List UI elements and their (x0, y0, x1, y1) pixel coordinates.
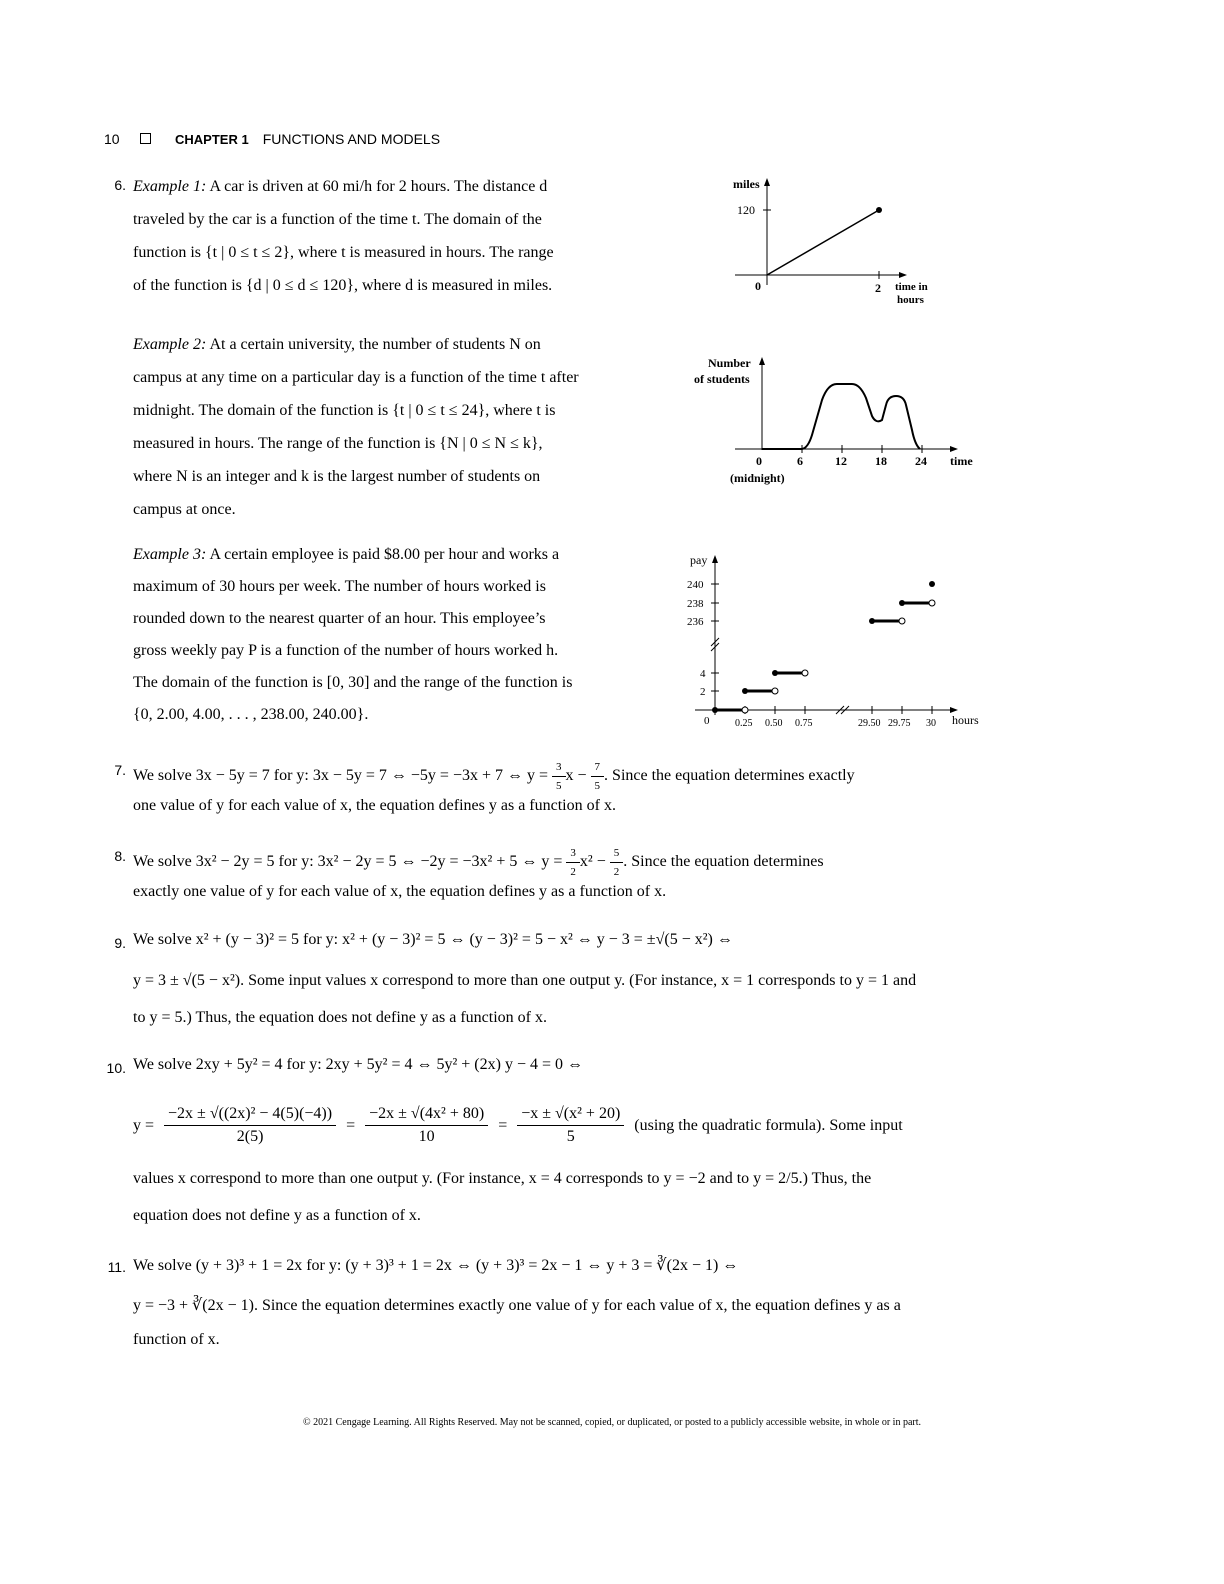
problem-10-line-3: values x correspond to more than one output y. (For instance, x = 4 corresponds to y = −2 and to y = 2/5.) Thus, the (133, 1170, 872, 1187)
text-line: measured in hours. The range of the function is {N | 0 ≤ N ≤ k}, (133, 435, 543, 452)
fraction (164, 1103, 336, 1148)
equation-text: We solve 3x − 5y = 7 for y: 3x − 5y = 7 ⇔ −5y = −3x + 7 ⇔ y = (133, 767, 553, 785)
numerator: 7 (591, 758, 605, 777)
problem-8-line-2: exactly one value of y for each value of x, the equation defines y as a function of x. (133, 883, 667, 900)
equals-sign: = (498, 1116, 508, 1134)
text-line: where N is an integer and k is the largest number of students on (133, 468, 541, 485)
y-axis-label-2: of students (694, 372, 750, 386)
axis-breaks (711, 638, 849, 714)
problem-9-line-1: We solve x² + (y − 3)² = 5 for y: x² + (y − 3)² = 5 ⇔ (y − 3)² = 5 − x² ⇔ y − 3 = ±√(5 − x²) ⇔ (133, 931, 733, 948)
equals-sign: = (346, 1116, 356, 1134)
data-curve (762, 384, 920, 449)
example-2-text (133, 328, 663, 526)
problem-11-line-2: y = −3 + ∛(2x − 1). Since the equation determines exactly one value of y for each value of x, the equation defines y as a (133, 1297, 901, 1314)
y-tick-label: 4 (700, 668, 706, 680)
x-arrow (899, 272, 907, 278)
y-tick-label: 240 (687, 579, 704, 591)
x-tick-label: 18 (875, 454, 887, 468)
x-tick-label: 0.25 (735, 718, 753, 729)
x-tick-label: 0 (756, 454, 762, 468)
x-tick-label: 24 (915, 454, 927, 468)
y-tick-label: 236 (687, 616, 704, 628)
fraction (591, 758, 605, 795)
y-arrow (759, 357, 765, 365)
open-point (802, 670, 808, 676)
x-axis-label-2: hours (897, 294, 924, 306)
x-axis-label: time in (895, 281, 928, 293)
closed-point (899, 600, 905, 606)
closed-point (742, 688, 748, 694)
problem-number: 6. (114, 177, 126, 193)
text-line: At a certain university, the number of students N on (209, 336, 541, 353)
equation-text: x² − (579, 853, 610, 871)
text-line: of the function is {d | 0 ≤ d ≤ 120}, where d is measured in miles. (133, 277, 553, 294)
problem-11-line-1: We solve (y + 3)³ + 1 = 2x for y: (y + 3)³ + 1 = 2x ⇔ (y + 3)³ = 2x − 1 ⇔ y + 3 = ∛(2x − 1) ⇔ (133, 1257, 739, 1274)
problem-7-line-1 (133, 758, 855, 795)
data-point (876, 207, 882, 213)
example-label: Example 3: (133, 546, 207, 563)
problem-number: 7. (114, 762, 126, 778)
text-line: function is {t | 0 ≤ t ≤ 2}, where t is measured in hours. The range (133, 244, 554, 261)
page-number: 10 (104, 131, 120, 147)
x-tick-label: 29.75 (888, 718, 911, 729)
denominator: 2 (613, 866, 620, 878)
x-tick-label: 6 (797, 454, 803, 468)
text-line: A certain employee is paid $8.00 per hour and works a (209, 546, 560, 563)
numerator: 3 (566, 844, 580, 863)
denominator: 5 (594, 780, 601, 792)
denominator: 5 (556, 780, 562, 792)
text-line: {0, 2.00, 4.00, . . . , 238.00, 240.00}. (133, 706, 369, 723)
numerator: 3 (552, 758, 566, 777)
equation-text: x − (565, 767, 591, 785)
problem-number: 11. (107, 1259, 126, 1275)
problem-number: 10. (106, 1060, 126, 1076)
pay-chart (680, 550, 990, 735)
numerator: −2x ± √((2x)² − 4(5)(−4)) (164, 1103, 336, 1126)
open-point (929, 600, 935, 606)
problem-number: 9. (114, 935, 126, 951)
denominator: 10 (418, 1128, 435, 1145)
x-axis-label: hours (952, 713, 979, 727)
y-axis-label: Number (708, 356, 751, 370)
page-header (104, 131, 440, 147)
y-tick-label: 238 (687, 598, 704, 610)
numerator: 5 (610, 844, 624, 863)
y-arrow (712, 555, 718, 563)
copyright-footer: © 2021 Cengage Learning. All Rights Reserved. May not be scanned, copied, or duplicated, or posted to a publicly accessible website, in whole or in part. (303, 1417, 921, 1428)
x-tick-label: 29.50 (858, 718, 881, 729)
y-axis-label: pay (690, 553, 708, 567)
text-line: gross weekly pay P is a function of the number of hours worked h. (133, 642, 559, 659)
fraction (517, 1103, 624, 1148)
fraction (566, 844, 580, 881)
x-arrow (950, 446, 958, 452)
problem-10-line-1: We solve 2xy + 5y² = 4 for y: 2xy + 5y² = 4 ⇔ 5y² + (2x) y − 4 = 0 ⇔ (133, 1056, 584, 1073)
text-line: The domain of the function is [0, 30] and the range of the function is (133, 674, 573, 691)
open-point (742, 707, 748, 713)
problem-9-line-3: to y = 5.) Thus, the equation does not define y as a function of x. (133, 1009, 547, 1026)
text-line: A car is driven at 60 mi/h for 2 hours. The distance d (209, 178, 548, 195)
x-tick-label: 0.50 (765, 718, 783, 729)
example-1-text (133, 170, 663, 302)
equation-text: We solve 3x² − 2y = 5 for y: 3x² − 2y = 5 ⇔ −2y = −3x² + 5 ⇔ y = (133, 853, 567, 871)
y-tick-label: 120 (737, 203, 755, 217)
example-label: Example 1: (133, 178, 207, 195)
equation-text: . Since the equation determines exactly (604, 767, 855, 785)
fraction (610, 844, 624, 881)
example-label: Example 2: (133, 336, 207, 353)
text-line: campus at once. (133, 501, 236, 518)
closed-point (869, 618, 875, 624)
square-icon (140, 133, 151, 144)
x-axis-label: time (950, 454, 973, 468)
open-point (899, 618, 905, 624)
equation-text: . Since the equation determines (623, 853, 824, 871)
data-line (767, 210, 879, 275)
equation-text: y = (133, 1116, 155, 1134)
closed-point (772, 670, 778, 676)
text-line: rounded down to the nearest quarter of an hour. This employee’s (133, 610, 546, 627)
problem-11-line-3: function of x. (133, 1331, 220, 1348)
problem-10-line-4: equation does not define y as a function of x. (133, 1207, 421, 1224)
denominator: 5 (566, 1128, 575, 1145)
chapter-title: FUNCTIONS AND MODELS (262, 131, 441, 147)
text-line: maximum of 30 hours per week. The number of hours worked is (133, 578, 546, 595)
fraction (365, 1103, 488, 1148)
text-line: traveled by the car is a function of the time t. The domain of the (133, 211, 542, 228)
x-tick-label: 0 (755, 279, 761, 293)
students-chart (690, 350, 990, 490)
problem-8-line-1 (133, 844, 824, 881)
y-tick-label: 2 (700, 686, 706, 698)
problem-7-line-2: one value of y for each value of x, the equation defines y as a function of x. (133, 797, 616, 814)
problem-number: 8. (114, 848, 126, 864)
x-tick-label: 12 (835, 454, 847, 468)
x-tick-label: 30 (926, 718, 936, 729)
equation-text: (using the quadratic formula). Some input (634, 1116, 903, 1134)
numerator: −2x ± √(4x² + 80) (365, 1103, 488, 1126)
x-tick-label: 2 (875, 281, 881, 295)
numerator: −x ± √(x² + 20) (517, 1103, 624, 1126)
chapter-label: CHAPTER 1 (175, 131, 249, 147)
text-line: campus at any time on a particular day is a function of the time t after (133, 369, 579, 386)
denominator: 2(5) (236, 1128, 264, 1145)
y-axis-label: miles (733, 177, 760, 191)
closed-point (712, 707, 718, 713)
closed-point (929, 581, 935, 587)
problem-10-formula (133, 1103, 903, 1148)
y-arrow (764, 178, 770, 186)
x-tick-label: 0.75 (795, 718, 813, 729)
x-note: (midnight) (730, 471, 785, 485)
text-line: midnight. The domain of the function is {t | 0 ≤ t ≤ 24}, where t is (133, 402, 556, 419)
x-tick-label: 0 (704, 715, 710, 727)
denominator: 2 (570, 866, 576, 878)
example-3-text (133, 539, 663, 731)
problem-9-line-2: y = 3 ± √(5 − x²). Some input values x correspond to more than one output y. (For instance, x = 1 corresponds to y = 1 and (133, 972, 917, 989)
miles-chart (725, 175, 955, 315)
fraction (552, 758, 566, 795)
open-point (772, 688, 778, 694)
